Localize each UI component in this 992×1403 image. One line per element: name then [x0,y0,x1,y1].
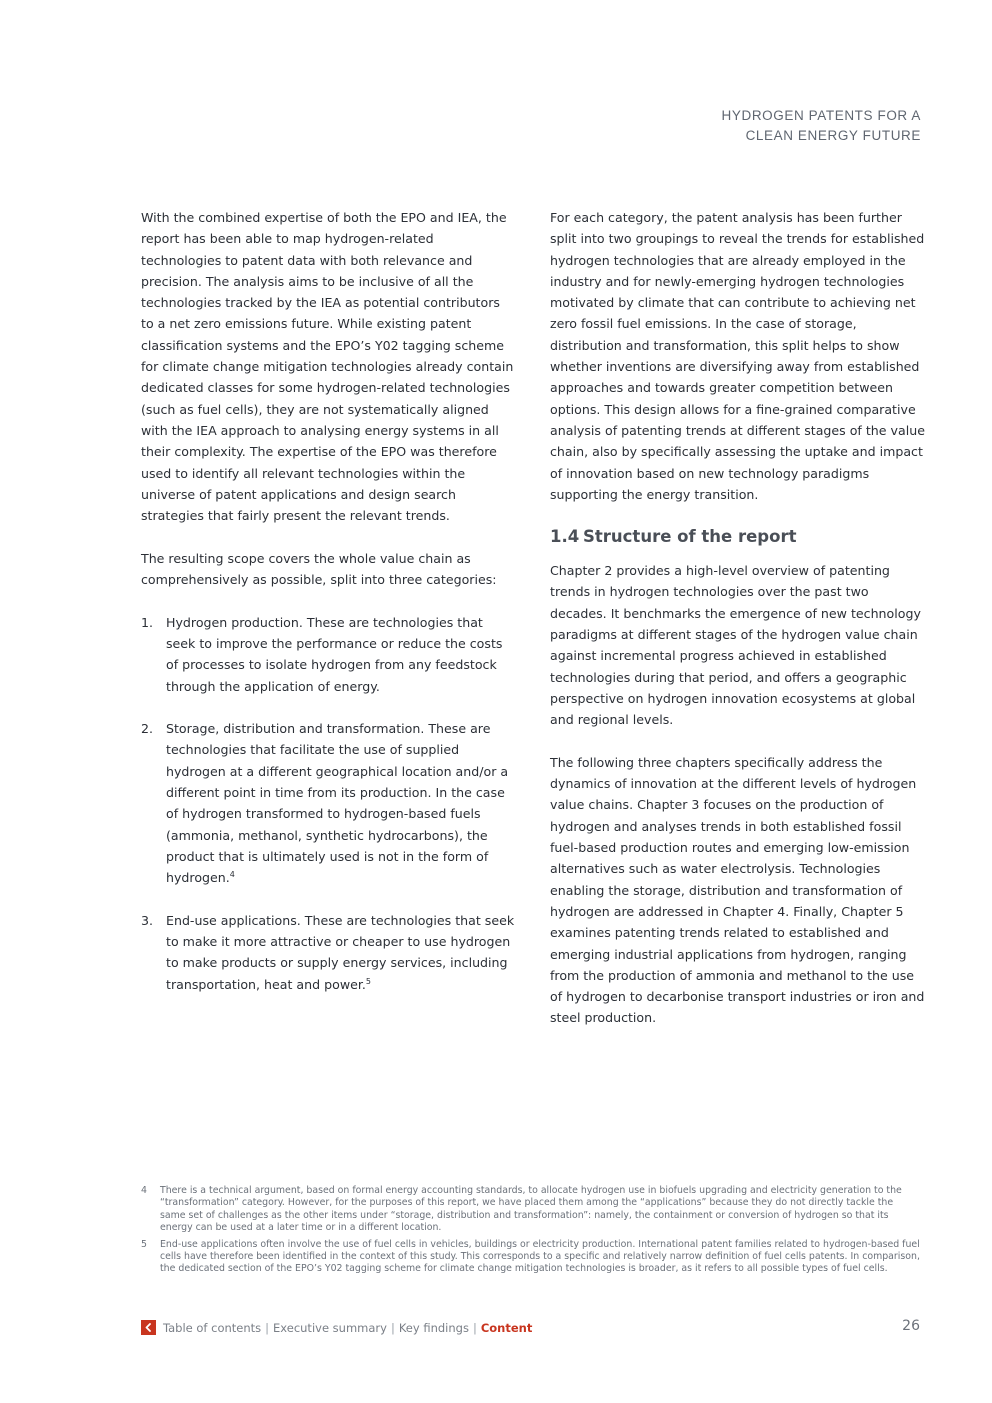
nav-link-content[interactable]: Content [480,1320,533,1335]
body-paragraph: For each category, the patent analysis has been further split into two groupings to reveal the trends for established hydrogen technologies that are already employed in the industry and for newly-emerging hydrogen technologies motivated by climate that can contribute to achieving net zero fossil fuel emissions. In the case of storage, distribution and transformation, this split helps to show whether inventions are diversifying away from established approaches and towards greater competition between options. This design allows for a fine-grained comparative analysis of patenting trends at different stages of the value chain, also by specifically assessing the uptake and impact of innovation based on new technology paradigms supporting the energy transition. [550,210,925,502]
nav-link-key-findings[interactable]: Key findings [398,1320,469,1335]
body-paragraph: The resulting scope covers the whole value chain as comprehensively as possible, split into three categories: [141,550,497,588]
list-item [141,612,516,697]
footnote [141,1239,921,1276]
list-item-text: Storage, distribution and transformation. These are technologies that facilitate the use of supplied hydrogen at a different geographical location and/or a different point in time from its production. In the case of hydrogen transformed to hydrogen-based fuels (ammonia, methanol, synthetic hydrocarbons), the product that is ultimately used is not in the form of hydrogen. [166,721,509,886]
body-paragraph: Chapter 2 provides a high-level overview of patenting trends in hydrogen technologies over the past two decades. It benchmarks the emergence of new technology paradigms at different stages of the hydrogen value chain against incremental progress achieved in established technologies during that period, and offers a geographic perspective on hydrogen innovation ecosystems at global and regional levels. [550,563,921,728]
footnote-reference[interactable]: 5 [365,976,371,986]
footnote [141,1185,921,1235]
list-item [141,910,516,995]
nav-link-executive-summary[interactable]: Executive summary [273,1320,387,1335]
body-paragraph: The following three chapters specifically address the dynamics of innovation at the different levels of hydrogen value chains. Chapter 3 focuses on the production of hydrogen and analyses trends in both established fossil fuel-based production routes and emerging low-emission alternatives such as water electrolysis. Technologies enabling the storage, distribution and transformation of hydrogen are addressed in Chapter 4. Finally, Chapter 5 examines patenting trends related to established and emerging industrial applications from hydrogen, ranging from the production of ammonia and methanol to the use of hydrogen to decarbonise transport industries or iron and steel production. [550,754,925,1026]
footnote-number: 4 [141,1185,147,1196]
footnote-text: End-use applications often involve the use of fuel cells in vehicles, buildings or electricity production. International patent families related to hydrogen-based fuel cells have therefore been identified in the context of this study. This corresponds to a specific and relatively narrow definition of fuel cells patents. In comparison, the dedicated section of the EPO’s Y02 tagging scheme for climate change mitigation technologies is broader, as it refers to all possible types of fuel cells. [160,1238,920,1275]
running-header-line-1: HYDROGEN PATENTS FOR A [721,108,921,123]
page-number: 26 [902,1318,920,1334]
footnote-number: 5 [141,1238,147,1250]
footnote-text: There is a technical argument, based on formal energy accounting standards, to allocate hydrogen use in biofuels upgrading and electricity generation to the “transformation” category. However, for the purposes of this report, we have placed them among the “applications” because they do not directly tackle the same set of challenges as the other items under “storage, distribution and transformation”: namely, the containment or conversion of hydrogen so that its energy can be used at a later time or in a different location. [160,1185,902,1234]
section-heading [550,525,925,549]
footer-navigation [141,1319,532,1336]
section-title: Structure of the report [583,527,797,547]
nav-separator: | [472,1320,477,1335]
category-list [141,612,516,995]
list-item-text: End-use applications. These are technologies that seek to make it more attractive or cheaper to use hydrogen to make products or supply energy services, including transportation, heat and power. [166,912,515,992]
nav-link-table-of-contents[interactable]: Table of contents [163,1320,262,1335]
footnotes [141,1185,921,1276]
nav-separator: | [390,1320,395,1335]
section-number: 1.4 [550,527,580,547]
list-item-number: 3. [141,912,154,928]
running-header [722,106,921,146]
right-column [550,207,925,1029]
footnote-reference[interactable]: 4 [229,870,235,880]
nav-separator: | [265,1320,270,1335]
list-item-number: 1. [141,614,154,630]
running-header-line-2: CLEAN ENERGY FUTURE [745,128,921,143]
left-column [141,207,516,995]
body-paragraph: With the combined expertise of both the EPO and IEA, the report has been able to map hydrogen-related technologies to patent data with both relevance and precision. The analysis aims to be inclusive of all the technologies tracked by the IEA as potential contributors to a net zero emissions future. While existing patent classification systems and the EPO’s Y02 tagging scheme for climate change mitigation technologies already contain dedicated classes for some hydrogen-related technologies (such as fuel cells), they are not systematically aligned with the IEA approach to analysing energy systems in all their complexity. The expertise of the EPO was therefore used to identify all relevant technologies within the universe of patent applications and design search strategies that fairly present the relevant trends. [141,210,514,524]
list-item-text: Hydrogen production. These are technologies that seek to improve the performance or reduce the costs of processes to isolate hydrogen from any feedstock through the application of energy. [166,614,503,694]
list-item [141,718,516,888]
list-item-number: 2. [141,721,154,737]
chevron-left-icon[interactable] [141,1320,156,1335]
